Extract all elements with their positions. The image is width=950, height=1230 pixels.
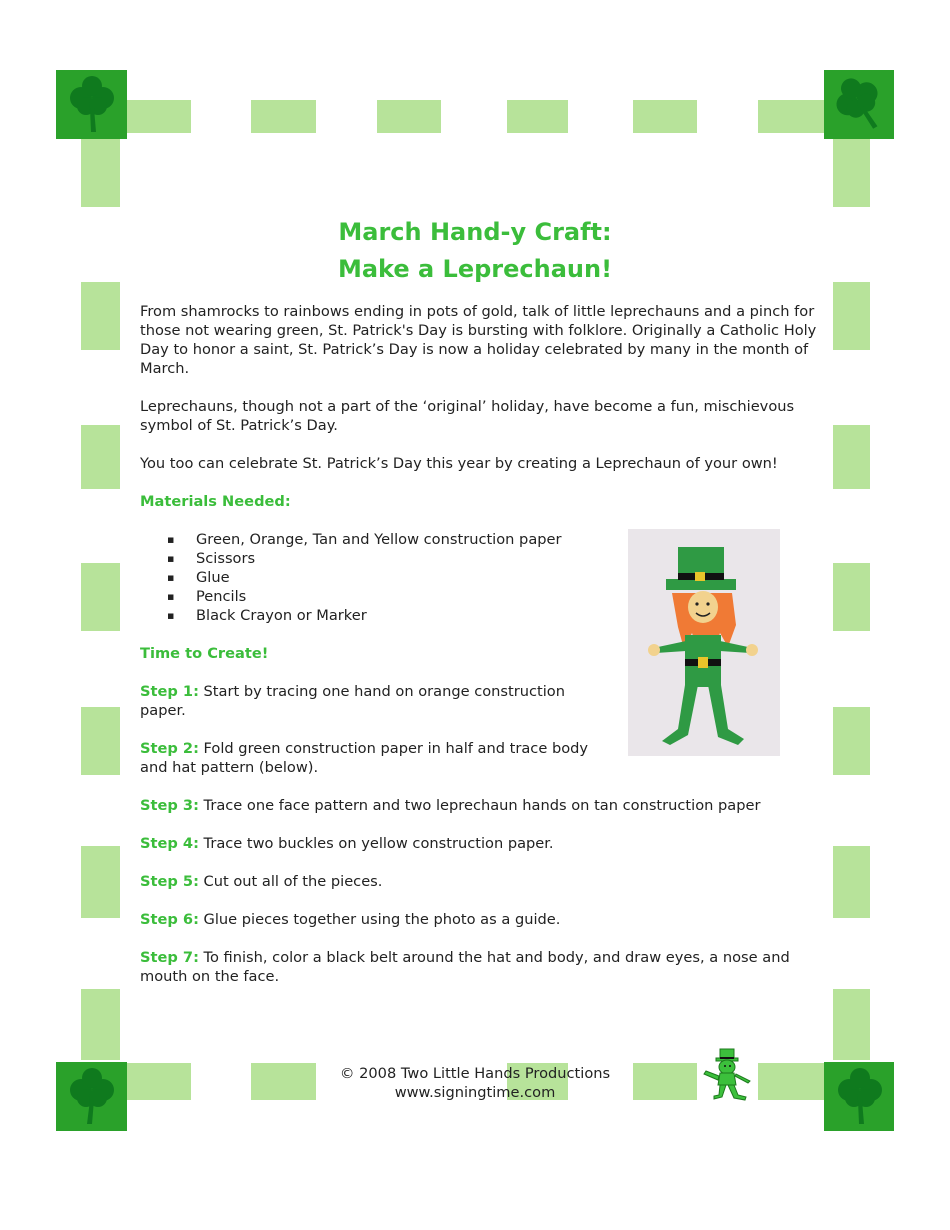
border-tile — [833, 707, 870, 775]
title-line-2: Make a Leprechaun! — [337, 255, 613, 283]
footer — [0, 1064, 950, 1102]
step-4 — [140, 834, 820, 853]
border-tile — [81, 989, 120, 1060]
title-line-1: March Hand-y Craft: — [338, 218, 612, 246]
list-item: ▪ Green, Orange, Tan and Yellow construction paper — [140, 530, 820, 549]
shamrock-icon — [64, 76, 120, 134]
step-label: Step 4: — [140, 835, 199, 852]
corner-top-right — [824, 70, 894, 139]
create-heading: Time to Create! — [140, 645, 269, 662]
step-text: Cut out all of the pieces. — [203, 873, 383, 890]
step-label: Step 2: — [140, 740, 199, 757]
step-label: Step 7: — [140, 949, 199, 966]
step-text: Fold green construction paper in half and trace body and hat pattern (below). — [140, 740, 589, 776]
list-item: ▪ Glue — [140, 568, 820, 587]
step-1 — [140, 682, 600, 720]
border-tile — [81, 425, 120, 489]
border-tile — [833, 989, 870, 1060]
step-label: Step 3: — [140, 797, 199, 814]
step-3 — [140, 796, 820, 815]
border-tile — [833, 139, 870, 207]
border-tile — [833, 563, 870, 631]
border-tile — [81, 139, 120, 207]
border-tile — [251, 100, 316, 133]
website-link[interactable]: www.signingtime.com — [394, 1084, 556, 1101]
corner-top-left — [56, 70, 127, 139]
leprechaun-mascot-icon — [700, 1047, 756, 1105]
materials-heading: Materials Needed: — [140, 493, 291, 510]
list-item: ▪ Black Crayon or Marker — [140, 606, 820, 625]
shamrock-icon — [832, 76, 888, 134]
step-label: Step 6: — [140, 911, 199, 928]
border-tile — [81, 282, 120, 350]
step-text: Trace two buckles on yellow construction paper. — [203, 835, 554, 852]
paper-leprechaun-craft-photo — [628, 529, 780, 756]
border-tile — [127, 100, 191, 133]
step-text: To finish, color a black belt around the hat and body, and draw eyes, a nose and mouth on the face. — [140, 949, 790, 985]
intro-paragraph: You too can celebrate St. Patrick’s Day this year by creating a Leprechaun of your own! — [140, 455, 778, 472]
step-text: Start by tracing one hand on orange construction paper. — [140, 683, 565, 719]
step-7 — [140, 948, 820, 986]
step-5 — [140, 872, 820, 891]
step-2 — [140, 739, 600, 777]
step-label: Step 5: — [140, 873, 199, 890]
craft-photo — [628, 529, 780, 756]
border-tile — [833, 282, 870, 350]
border-tile — [833, 846, 870, 918]
step-text: Glue pieces together using the photo as a guide. — [203, 911, 561, 928]
list-item: ▪ Pencils — [140, 587, 820, 606]
border-tile — [81, 707, 120, 775]
border-tile — [758, 100, 824, 133]
border-tile — [633, 100, 697, 133]
page-title — [0, 214, 950, 288]
list-item: ▪ Scissors — [140, 549, 820, 568]
border-tile — [81, 563, 120, 631]
border-tile — [81, 846, 120, 918]
intro-paragraph: From shamrocks to rainbows ending in pots of gold, talk of little leprechauns and a pinch for those not wearing green, St. Patrick's Day is bursting with folklore. Originally a Catholic Holy Day to honor a saint, St. Patrick’s Day is now a holiday celebrated by many in the month of March. — [140, 303, 817, 377]
border-tile — [377, 100, 441, 133]
intro-paragraph: Leprechauns, though not a part of the ‘original’ holiday, have become a fun, mischievous symbol of St. Patrick’s Day. — [140, 398, 795, 434]
copyright-text: © 2008 Two Little Hands Productions — [339, 1065, 611, 1082]
border-tile — [507, 100, 568, 133]
step-text: Trace one face pattern and two leprechaun hands on tan construction paper — [203, 797, 761, 814]
step-6 — [140, 910, 820, 929]
step-label: Step 1: — [140, 683, 199, 700]
border-tile — [833, 425, 870, 489]
